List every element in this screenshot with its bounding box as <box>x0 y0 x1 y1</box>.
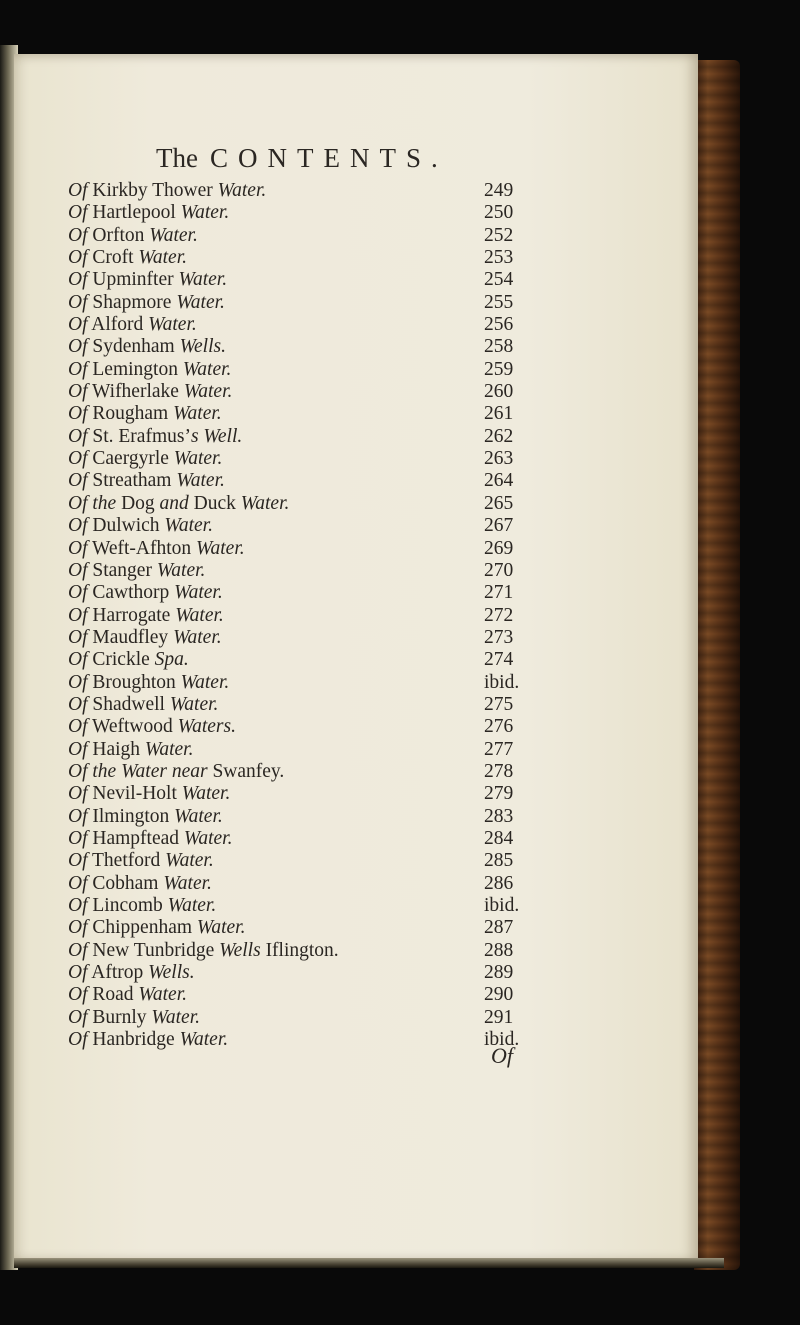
entry-text: Haigh <box>87 738 145 760</box>
entry-title <box>68 761 284 783</box>
entry-text: Of the <box>68 492 117 514</box>
entry-text: Waters. <box>177 716 236 738</box>
entry-page-number: 290 <box>484 984 514 1006</box>
entry-text: Maudfley <box>87 626 174 648</box>
entry-text: Streatham <box>87 470 177 492</box>
entry-text: Spa. <box>154 649 189 671</box>
entry-text: Water. <box>138 984 188 1006</box>
entry-text: Of <box>68 1029 88 1051</box>
entry-text: Of <box>68 917 88 939</box>
page-title <box>156 143 448 174</box>
entry-page-number: 278 <box>484 760 514 782</box>
entry-text: Of <box>68 358 88 380</box>
entry-text: Of <box>68 693 88 715</box>
entry-title <box>68 359 231 381</box>
entry-text: Water. <box>240 492 290 514</box>
entry-title <box>68 538 245 560</box>
entry-title <box>68 716 236 738</box>
entry-text: s Well. <box>190 425 243 447</box>
entry-text: Of <box>68 448 88 470</box>
entry-text: Of <box>68 783 88 805</box>
entry-text: Stanger <box>87 559 157 581</box>
contents-entry <box>68 202 588 224</box>
entry-text: Water. <box>167 895 217 916</box>
entry-text: Cawthorp <box>87 582 175 604</box>
page-bottom-edge <box>14 1258 724 1268</box>
entry-title <box>68 627 222 649</box>
entry-text: Weftwood <box>87 716 178 738</box>
entry-page-number: 287 <box>484 917 514 939</box>
entry-text: Cobham <box>87 872 164 894</box>
entry-text: Hanbridge <box>87 1029 180 1051</box>
catchword: Of <box>491 1043 513 1068</box>
entry-text: Water. <box>144 738 194 760</box>
entry-title <box>68 605 224 627</box>
contents-entry <box>68 1007 588 1029</box>
contents-entry <box>68 560 588 582</box>
entry-text: Harrogate <box>87 604 176 626</box>
entry-page-number: ibid. <box>484 671 520 693</box>
entry-text: Upminfter <box>87 269 179 291</box>
entry-text: Aftrop <box>87 962 149 984</box>
entry-text: Water. <box>138 247 188 269</box>
entry-title <box>68 448 222 470</box>
entry-text: Nevil-Holt <box>87 783 182 805</box>
entry-text: Ilmington <box>87 805 175 827</box>
entry-page-number: 255 <box>484 291 514 313</box>
entry-page-number: 267 <box>484 515 514 537</box>
entry-page-number: 289 <box>484 962 514 984</box>
entry-text: Water. <box>183 381 233 403</box>
entry-text: Water. <box>151 1006 201 1028</box>
entry-text: Water. <box>174 582 223 604</box>
contents-entry <box>68 515 588 537</box>
contents-entry <box>68 292 588 314</box>
entry-title <box>68 180 266 202</box>
entry-title <box>68 873 212 895</box>
entry-text: Of <box>68 649 88 671</box>
entry-text: Of <box>68 604 88 626</box>
entry-text: Road <box>87 984 139 1006</box>
entry-page-number: 271 <box>484 582 514 604</box>
entry-text: Broughton <box>87 671 181 693</box>
contents-entry <box>68 850 588 872</box>
entry-text: Lincomb <box>87 895 168 916</box>
entry-page-number: 252 <box>484 224 514 246</box>
entry-title <box>68 470 225 492</box>
entry-text: Iflington. <box>260 939 339 961</box>
entry-text: Of <box>68 984 88 1006</box>
entry-text: Of the Water near <box>68 760 208 782</box>
entry-text: Of <box>68 381 88 403</box>
title-lead: The <box>156 143 198 173</box>
entry-page-number: 277 <box>484 738 514 760</box>
entry-text: and <box>159 492 189 514</box>
contents-entry <box>68 828 588 850</box>
entry-title <box>68 582 223 604</box>
entry-text: Of <box>68 850 88 872</box>
contents-entry <box>68 538 588 560</box>
entry-text: Water. <box>165 850 214 872</box>
contents-entry <box>68 359 588 381</box>
entry-text: Sydenham <box>87 336 180 358</box>
contents-entry <box>68 381 588 403</box>
contents-entry <box>68 694 588 716</box>
entry-page-number: 286 <box>484 872 514 894</box>
entry-title <box>68 806 223 828</box>
entry-text: Water. <box>176 291 225 313</box>
entry-page-number: 275 <box>484 693 514 715</box>
entry-text: Of <box>68 671 88 693</box>
entry-page-number: 260 <box>484 381 514 403</box>
entry-title <box>68 828 232 850</box>
entry-text: Of <box>68 559 88 581</box>
entry-title <box>68 739 194 761</box>
entry-title <box>68 314 197 336</box>
entry-title <box>68 672 229 694</box>
entry-title <box>68 403 222 425</box>
entry-title <box>68 515 213 537</box>
entry-text: Swanfey. <box>207 760 285 782</box>
entry-text: Water. <box>217 180 267 201</box>
entry-title <box>68 292 225 314</box>
entry-text: Lemington <box>87 358 183 380</box>
contents-entry <box>68 984 588 1006</box>
entry-text: Of <box>68 314 88 336</box>
contents-entry <box>68 917 588 939</box>
entry-title <box>68 962 195 984</box>
entry-text: Crickle <box>87 649 155 671</box>
contents-entry <box>68 672 588 694</box>
entry-title <box>68 984 187 1006</box>
entry-text: St. Erafmus’ <box>87 425 191 447</box>
entry-text: Dulwich <box>87 515 165 537</box>
entry-page-number: 256 <box>484 314 514 336</box>
entry-text: Hartlepool <box>87 202 181 224</box>
entry-text: Rougham <box>87 403 174 425</box>
entry-text: Of <box>68 537 88 559</box>
entry-text: Weft-Afhton <box>87 537 197 559</box>
entry-text: Of <box>68 180 88 201</box>
entry-text: Of <box>68 962 88 984</box>
entry-title <box>68 895 216 917</box>
entry-text: Of <box>68 336 88 358</box>
entry-title <box>68 381 232 403</box>
entry-text: Water. <box>173 448 223 470</box>
contents-list <box>68 180 588 1051</box>
contents-entry <box>68 739 588 761</box>
entry-page-number: 291 <box>484 1006 514 1028</box>
contents-entry <box>68 873 588 895</box>
contents-entry <box>68 225 588 247</box>
entry-page-number: 270 <box>484 559 514 581</box>
entry-title <box>68 560 205 582</box>
contents-entry <box>68 493 588 515</box>
contents-entry <box>68 180 588 202</box>
entry-text: Duck <box>188 492 241 514</box>
entry-text: Of <box>68 895 88 916</box>
entry-title <box>68 269 227 291</box>
contents-entry <box>68 716 588 738</box>
entry-page-number: 283 <box>484 805 514 827</box>
entry-text: Wells <box>219 939 261 961</box>
entry-text: Croft <box>87 247 139 269</box>
entry-text: Chippenham <box>87 917 197 939</box>
entry-text: Of <box>68 1006 88 1028</box>
entry-text: Water. <box>180 671 230 693</box>
book-cover-edge <box>694 60 740 1270</box>
entry-title <box>68 1007 200 1029</box>
entry-page-number: 258 <box>484 336 514 358</box>
entry-page-number: 254 <box>484 269 514 291</box>
entry-page-number: 288 <box>484 939 514 961</box>
entry-title <box>68 247 187 269</box>
entry-text: Water. <box>178 269 228 291</box>
contents-entry <box>68 403 588 425</box>
entry-text: Wells. <box>179 336 226 358</box>
entry-text: Water. <box>196 917 246 939</box>
entry-title <box>68 426 242 448</box>
contents-entry <box>68 783 588 805</box>
entry-text: Of <box>68 224 88 246</box>
contents-entry <box>68 426 588 448</box>
entry-text: Water. <box>176 470 225 492</box>
entry-text: Water. <box>156 559 206 581</box>
entry-title <box>68 493 289 515</box>
entry-text: Thetford <box>87 850 166 872</box>
entry-title <box>68 649 189 671</box>
entry-page-number: 279 <box>484 783 514 805</box>
entry-page-number: ibid. <box>484 895 520 916</box>
entry-text: Of <box>68 738 88 760</box>
entry-text: Water. <box>182 358 232 380</box>
entry-text: Orfton <box>87 224 150 246</box>
entry-text: Dog <box>116 492 160 514</box>
entry-page-number: 274 <box>484 649 514 671</box>
entry-text: Of <box>68 403 88 425</box>
entry-page-number: 262 <box>484 425 514 447</box>
entry-text: Of <box>68 269 88 291</box>
entry-text: Water. <box>179 1029 229 1051</box>
entry-text: Water. <box>169 693 219 715</box>
contents-entry <box>68 314 588 336</box>
contents-entry <box>68 649 588 671</box>
entry-text: Of <box>68 939 88 961</box>
entry-title <box>68 1029 228 1051</box>
entry-text: Water. <box>149 224 198 246</box>
entry-text: Water. <box>175 604 224 626</box>
contents-entry <box>68 962 588 984</box>
entry-page-number: 259 <box>484 358 514 380</box>
entry-title <box>68 850 214 872</box>
entry-text: Hampftead <box>87 827 184 849</box>
entry-text: Of <box>68 425 88 447</box>
entry-page-number: 285 <box>484 850 514 872</box>
entry-text: Water. <box>164 515 213 537</box>
entry-text: Wells. <box>148 962 195 984</box>
entry-page-number: 264 <box>484 470 514 492</box>
entry-page-number: 273 <box>484 626 514 648</box>
entry-text: Of <box>68 291 88 313</box>
entry-text: Kirkby Thower <box>87 180 218 201</box>
entry-text: Water. <box>173 403 222 425</box>
entry-text: Shadwell <box>87 693 170 715</box>
entry-text: Of <box>68 247 88 269</box>
entry-title <box>68 917 246 939</box>
entry-text: Of <box>68 872 88 894</box>
entry-text: New Tunbridge <box>87 939 220 961</box>
contents-entry <box>68 582 588 604</box>
entry-text: Burnly <box>87 1006 152 1028</box>
entry-page-number: ibid. <box>484 1029 520 1051</box>
entry-text: Water. <box>163 872 212 894</box>
entry-page-number: 249 <box>484 180 514 201</box>
entry-text: Alford <box>87 314 149 336</box>
entry-text: Wifherlake <box>87 381 184 403</box>
entry-title <box>68 694 218 716</box>
entry-text: Of <box>68 716 88 738</box>
entry-text: Shapmore <box>87 291 177 313</box>
entry-title <box>68 202 229 224</box>
entry-page-number: 250 <box>484 202 514 224</box>
entry-page-number: 269 <box>484 537 514 559</box>
entry-page-number: 253 <box>484 247 514 269</box>
entry-title <box>68 225 198 247</box>
entry-page-number: 263 <box>484 448 514 470</box>
entry-page-number: 261 <box>484 403 514 425</box>
entry-title <box>68 336 226 358</box>
entry-text: Water. <box>148 314 197 336</box>
entry-page-number: 284 <box>484 827 514 849</box>
contents-entry <box>68 940 588 962</box>
entry-text: Water. <box>173 626 222 648</box>
contents-entry <box>68 269 588 291</box>
entry-text: Water. <box>174 805 223 827</box>
entry-text: Water. <box>180 202 230 224</box>
entry-text: Water. <box>196 537 245 559</box>
contents-entry <box>68 761 588 783</box>
entry-text: Of <box>68 582 88 604</box>
entry-text: Of <box>68 805 88 827</box>
entry-text: Of <box>68 827 88 849</box>
entry-text: Of <box>68 470 88 492</box>
entry-page-number: 265 <box>484 492 514 514</box>
contents-entry <box>68 247 588 269</box>
entry-page-number: 276 <box>484 716 514 738</box>
contents-entry <box>68 627 588 649</box>
entry-text: Caergyrle <box>87 448 174 470</box>
entry-text: Of <box>68 626 88 648</box>
entry-text: Of <box>68 202 88 224</box>
entry-page-number: 272 <box>484 604 514 626</box>
contents-entry <box>68 470 588 492</box>
entry-text: Water. <box>181 783 231 805</box>
entry-text: Of <box>68 515 88 537</box>
contents-entry <box>68 336 588 358</box>
entry-text: Water. <box>183 827 233 849</box>
contents-entry <box>68 806 588 828</box>
entry-title <box>68 940 339 962</box>
title-heading: CONTENTS. <box>209 143 448 173</box>
contents-entry <box>68 448 588 470</box>
contents-entry <box>68 605 588 627</box>
contents-entry <box>68 895 588 917</box>
entry-title <box>68 783 230 805</box>
